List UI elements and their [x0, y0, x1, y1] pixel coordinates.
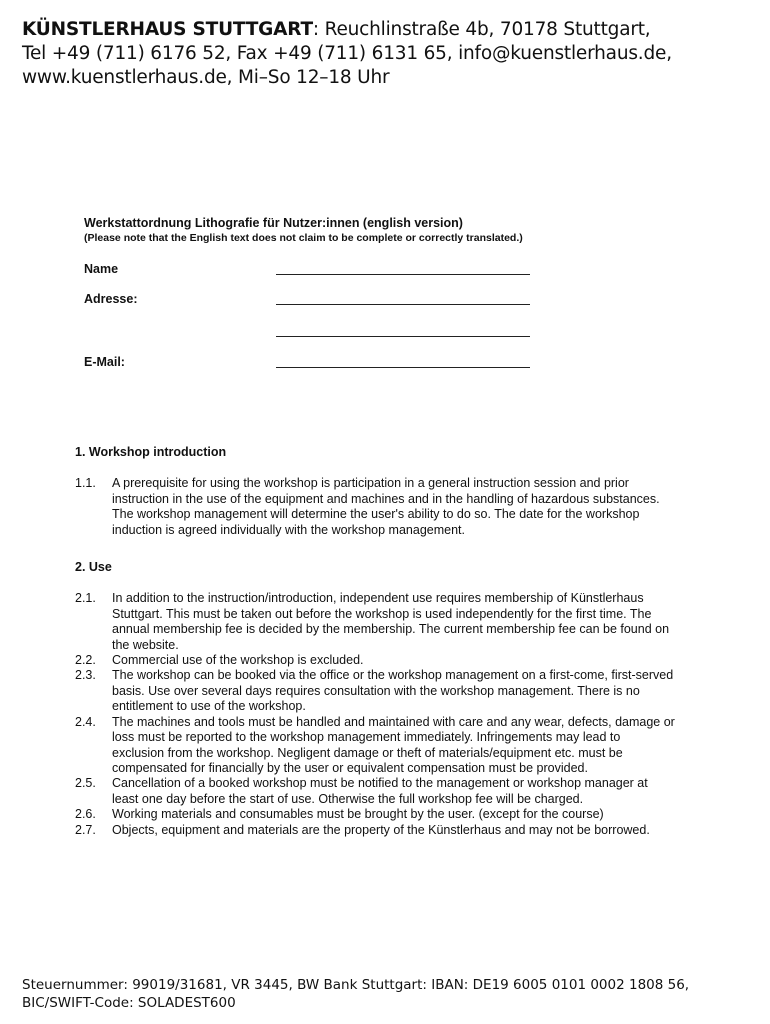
item-number: 2.2. [75, 653, 96, 668]
section-use [75, 560, 675, 838]
name-row [84, 262, 544, 278]
letterhead-line-1 [22, 18, 752, 42]
contact-line: Tel +49 (711) 6176 52, Fax +49 (711) 6131 65, info@kuenstlerhaus.de, [22, 43, 672, 64]
translation-note: (Please note that the English text does not claim to be complete or correctly translated.) [84, 232, 523, 244]
address-field-2[interactable] [276, 324, 530, 337]
section-heading: 1. Workshop introduction [75, 445, 227, 459]
form-header [84, 215, 704, 245]
footer-line-1: Steuernummer: 99019/31681, VR 3445, BW Bank Stuttgart: IBAN: DE19 6005 0101 0002 1808 56, [22, 977, 690, 993]
list-item [75, 776, 675, 807]
item-number: 2.3. [75, 668, 96, 683]
address-field-1[interactable] [276, 292, 530, 305]
item-number: 2.5. [75, 776, 96, 791]
email-row [84, 355, 544, 371]
regulations-body [75, 445, 675, 838]
item-number: 2.4. [75, 714, 96, 729]
item-text: A prerequisite for using the workshop is participation in a general instruction session and prior instruction in the use of the equipment and machines and in the handling of hazardous substances. The workshop management will determine the user's ability to do so. The date for the workshop induction is agreed individually with the workshop management. [112, 476, 660, 537]
list-item [75, 591, 675, 653]
website-hours-line: www.kuenstlerhaus.de, Mi–So 12–18 Uhr [22, 67, 390, 88]
section-heading: 2. Use [75, 560, 112, 575]
email-field[interactable] [276, 355, 530, 368]
section-items [75, 591, 675, 838]
name-field[interactable] [276, 262, 530, 275]
list-item [75, 668, 675, 714]
item-text: Working materials and consumables must be brought by the user. (except for the course) [112, 807, 604, 822]
item-number: 2.6. [75, 807, 96, 822]
section-workshop-introduction [75, 445, 675, 538]
email-label: E-Mail: [84, 355, 125, 369]
letterhead [22, 18, 752, 90]
footer-line-2: BIC/SWIFT-Code: SOLADEST600 [22, 995, 236, 1011]
item-text: In addition to the instruction/introduction, independent use requires membership of Künstlerhaus Stuttgart. This must be taken out before the workshop is used independently for the first time. The annual membership fee is decided by the membership. The current membership fee can be found on the website. [112, 591, 670, 652]
item-text: Objects, equipment and materials are the property of the Künstlerhaus and may not be borrowed. [112, 822, 650, 837]
address-label: Adresse: [84, 292, 138, 306]
list-item [75, 807, 675, 822]
item-number: 2.7. [75, 822, 96, 837]
item-number: 2.1. [75, 591, 96, 606]
item-text: The workshop can be booked via the office or the workshop management on a first-come, first-served basis. Use over several days requires consultation with the workshop management. There is no entitlement to use of the workshop. [112, 668, 674, 714]
address-text: : Reuchlinstraße 4b, 70178 Stuttgart, [312, 19, 651, 40]
name-label: Name [84, 262, 119, 276]
section-items [75, 476, 675, 538]
item-number: 1.1. [75, 476, 96, 491]
document-title: Werkstattordnung Lithografie für Nutzer:innen (english version) [84, 216, 463, 230]
address-row-2 [84, 324, 544, 340]
list-item [75, 823, 675, 838]
list-item [75, 476, 675, 538]
brand-name: KÜNSTLERHAUS STUTTGART [22, 19, 313, 40]
item-text: The machines and tools must be handled and maintained with care and any wear, defects, damage or loss must be reported to the workshop management immediately. Infringements may lead to exclusion from the workshop. Negligent damage or theft of materials/equipment etc. must be compensated for financially by the user or equivalent compensation must be provided. [112, 714, 675, 775]
address-row [84, 292, 544, 308]
footer-bank-details [22, 976, 752, 1012]
list-item [75, 715, 675, 777]
list-item [75, 653, 675, 668]
item-text: Commercial use of the workshop is excluded. [112, 653, 364, 668]
item-text: Cancellation of a booked workshop must be notified to the management or workshop manager at least one day before the start of use. Otherwise the full workshop fee will be charged. [112, 776, 648, 806]
